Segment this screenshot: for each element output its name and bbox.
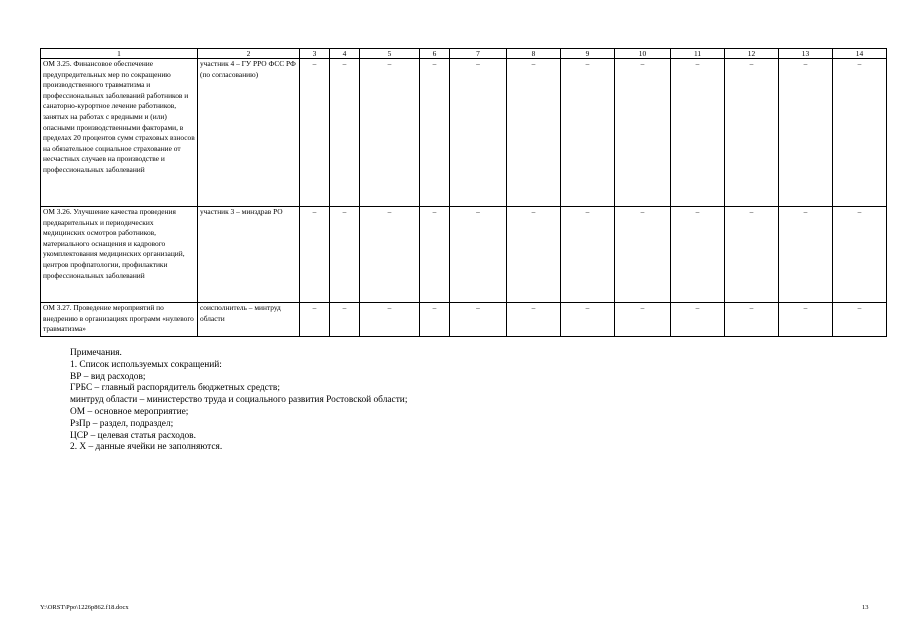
table-row bbox=[41, 59, 887, 207]
column-header: 4 bbox=[330, 49, 360, 59]
note-line: ВР – вид расходов; bbox=[70, 371, 146, 382]
value-cell: – bbox=[330, 207, 360, 303]
column-header: 5 bbox=[360, 49, 420, 59]
column-header: 11 bbox=[671, 49, 725, 59]
executor-cell: соисполнитель – минтруд области bbox=[198, 303, 300, 337]
value-cell: – bbox=[330, 303, 360, 337]
column-header: 6 bbox=[420, 49, 450, 59]
activity-name-cell: ОМ 3.25. Финансовое обеспечение предупредительных мер по сокращению производственного травматизма и профессиональных заболеваний работников и санаторно-курортное лечение работников, занятых на работах с вредными и (или) опасными производственными факторами, в пределах 20 процентов сумм страховых взносов на обязательное социальное страхование от несчастных случаев на производстве и профессиональных заболеваний bbox=[41, 59, 198, 207]
value-cell: – bbox=[671, 303, 725, 337]
value-cell: – bbox=[420, 59, 450, 207]
value-cell: – bbox=[330, 59, 360, 207]
note-line: ЦСР – целевая статья расходов. bbox=[70, 430, 196, 441]
executor-cell: участник 3 – минздрав РО bbox=[198, 207, 300, 303]
notes-section bbox=[70, 348, 407, 454]
table-row bbox=[41, 303, 887, 337]
value-cell: – bbox=[615, 303, 671, 337]
value-cell: – bbox=[779, 207, 833, 303]
table-row bbox=[41, 207, 887, 303]
value-cell: – bbox=[360, 303, 420, 337]
program-table bbox=[40, 48, 887, 337]
column-header: 14 bbox=[833, 49, 887, 59]
value-cell: – bbox=[360, 59, 420, 207]
value-cell: – bbox=[833, 59, 887, 207]
value-cell: – bbox=[507, 59, 561, 207]
value-cell: – bbox=[420, 303, 450, 337]
value-cell: – bbox=[833, 207, 887, 303]
value-cell: – bbox=[779, 303, 833, 337]
value-cell: – bbox=[360, 207, 420, 303]
column-header: 10 bbox=[615, 49, 671, 59]
value-cell: – bbox=[725, 59, 779, 207]
value-cell: – bbox=[420, 207, 450, 303]
page-number: 13 bbox=[862, 604, 869, 611]
note-line: 2. Х – данные ячейки не заполняются. bbox=[70, 442, 223, 453]
table-header-row bbox=[41, 49, 887, 59]
value-cell: – bbox=[450, 207, 507, 303]
value-cell: – bbox=[507, 303, 561, 337]
value-cell: – bbox=[615, 207, 671, 303]
value-cell: – bbox=[450, 303, 507, 337]
value-cell: – bbox=[615, 59, 671, 207]
value-cell: – bbox=[300, 207, 330, 303]
value-cell: – bbox=[833, 303, 887, 337]
column-header: 12 bbox=[725, 49, 779, 59]
column-header: 9 bbox=[561, 49, 615, 59]
notes-title: Примечания. bbox=[70, 348, 122, 358]
column-header: 13 bbox=[779, 49, 833, 59]
note-line: минтруд области – министерство труда и социального развития Ростовской области; bbox=[70, 395, 408, 406]
value-cell: – bbox=[671, 207, 725, 303]
value-cell: – bbox=[507, 207, 561, 303]
activity-name-cell: ОМ 3.26. Улучшение качества проведения предварительных и периодических медицинских осмотров работников, материального оснащения и кадрового укомплектования медицинских организаций, центров профпатологии, профилактики профессиональных заболеваний bbox=[41, 207, 198, 303]
column-header: 1 bbox=[41, 49, 198, 59]
note-line: ОМ – основное мероприятие; bbox=[70, 406, 189, 417]
value-cell: – bbox=[779, 59, 833, 207]
value-cell: – bbox=[561, 207, 615, 303]
value-cell: – bbox=[300, 59, 330, 207]
value-cell: – bbox=[300, 303, 330, 337]
column-header: 8 bbox=[507, 49, 561, 59]
note-line: РзПр – раздел, подраздел; bbox=[70, 418, 174, 429]
activity-name-cell: ОМ 3.27. Проведение мероприятий по внедрению в организациях программ «нулевого травматизма» bbox=[41, 303, 198, 337]
value-cell: – bbox=[561, 303, 615, 337]
value-cell: – bbox=[561, 59, 615, 207]
value-cell: – bbox=[725, 207, 779, 303]
column-header: 7 bbox=[450, 49, 507, 59]
value-cell: – bbox=[450, 59, 507, 207]
column-header: 2 bbox=[198, 49, 300, 59]
column-header: 3 bbox=[300, 49, 330, 59]
footer-file-path: Y:\ORST\Ppo\1226p862.f18.docx bbox=[40, 604, 129, 611]
executor-cell: участник 4 – ГУ РРО ФСС РФ (по согласованию) bbox=[198, 59, 300, 207]
note-line: 1. Список используемых сокращений: bbox=[70, 359, 222, 370]
value-cell: – bbox=[671, 59, 725, 207]
value-cell: – bbox=[725, 303, 779, 337]
note-line: ГРБС – главный распорядитель бюджетных средств; bbox=[70, 383, 280, 394]
